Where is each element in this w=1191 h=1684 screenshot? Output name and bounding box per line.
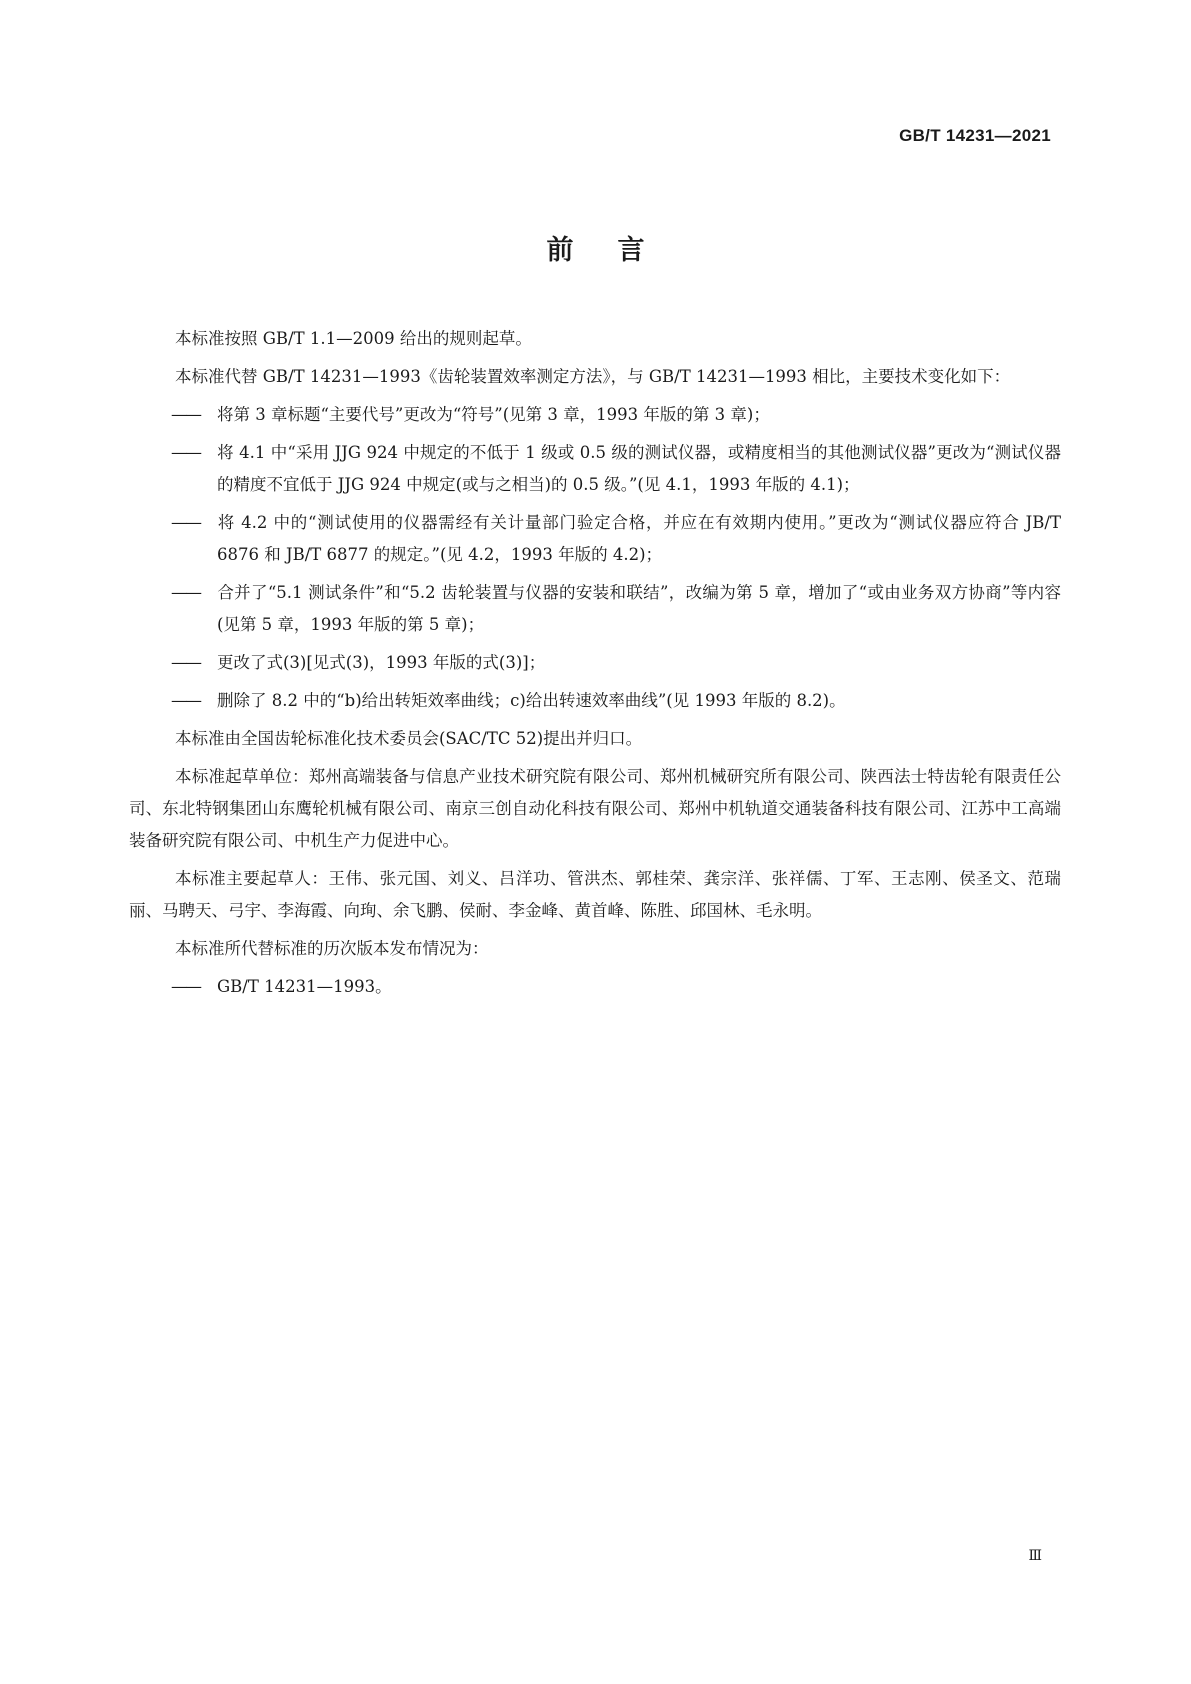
change-item-text: 将第 3 章标题“主要代号”更改为“符号”(见第 3 章，1993 年版的第 3 章)；	[217, 405, 770, 424]
paragraph-drafters: 本标准主要起草人：王伟、张元国、刘义、吕洋功、管洪杰、郭桂荣、龚宗洋、张祥儒、丁军、王志刚、侯圣文、范瑞丽、马聘天、弓宇、李海霞、向珣、余飞鹏、侯耐、李金峰、黄首峰、陈胜、邱国林、毛永明。	[129, 869, 1061, 920]
change-item-text: 将 4.2 中的“测试使用的仪器需经有关计量部门验定合格，并应在有效期内使用。”更改为“测试仪器应符合 JB/T 6876 和 JB/T 6877 的规定。”(见 4.2，1993 年版的 4.2)；	[217, 513, 1061, 564]
change-item	[129, 577, 1061, 641]
paragraph-drafting-rules: 本标准按照 GB/T 1.1—2009 给出的规则起草。	[175, 329, 532, 348]
change-item-text: 将 4.1 中“采用 JJG 924 中规定的不低于 1 级或 0.5 级的测试仪器，或精度相当的其他测试仪器”更改为“测试仪器的精度不宜低于 JJG 924 中规定(或与之相当)的 0.5 级。”(见 4.1，1993 年版的 4.1)；	[217, 443, 1061, 494]
dash-mark: ——	[171, 405, 200, 424]
dash-mark: ——	[171, 977, 200, 996]
dash-mark: ——	[171, 653, 200, 672]
dash-mark: ——	[171, 691, 200, 710]
history-item-text: GB/T 14231—1993。	[217, 977, 392, 996]
foreword-body	[129, 323, 1061, 1009]
dash-mark: ——	[171, 583, 200, 602]
paragraph-drafting-units: 本标准起草单位：郑州高端装备与信息产业技术研究院有限公司、郑州机械研究所有限公司、陕西法士特齿轮有限责任公司、东北特钢集团山东鹰轮机械有限公司、南京三创自动化科技有限公司、郑州中机轨道交通装备科技有限公司、江苏中工高端装备研究院有限公司、中机生产力促进中心。	[129, 767, 1061, 850]
history-item	[129, 971, 1061, 1003]
paragraph-proposer: 本标准由全国齿轮标准化技术委员会(SAC/TC 52)提出并归口。	[175, 729, 643, 748]
dash-mark: ——	[171, 443, 200, 462]
paragraph-replacement: 本标准代替 GB/T 14231—1993《齿轮装置效率测定方法》，与 GB/T 14231—1993 相比，主要技术变化如下：	[175, 367, 1011, 386]
change-item	[129, 507, 1061, 571]
change-item	[129, 647, 1061, 679]
standard-code: GB/T 14231—2021	[899, 126, 1051, 145]
change-item-text: 合并了“5.1 测试条件”和“5.2 齿轮装置与仪器的安装和联结”，改编为第 5 章，增加了“或由业务双方协商”等内容(见第 5 章，1993 年版的第 5 章)；	[217, 583, 1061, 634]
change-item-text: 更改了式(3)[见式(3)，1993 年版的式(3)]；	[217, 653, 546, 672]
page-title: 前言	[546, 235, 689, 266]
change-item	[129, 437, 1061, 501]
change-item	[129, 685, 1061, 717]
change-item-text: 删除了 8.2 中的“b)给出转矩效率曲线；c)给出转速效率曲线”(见 1993 年版的 8.2)。	[217, 691, 846, 710]
change-item	[129, 399, 1061, 431]
page-number: Ⅲ	[1028, 1548, 1041, 1564]
dash-mark: ——	[171, 513, 200, 532]
paragraph-history: 本标准所代替标准的历次版本发布情况为：	[175, 939, 489, 958]
